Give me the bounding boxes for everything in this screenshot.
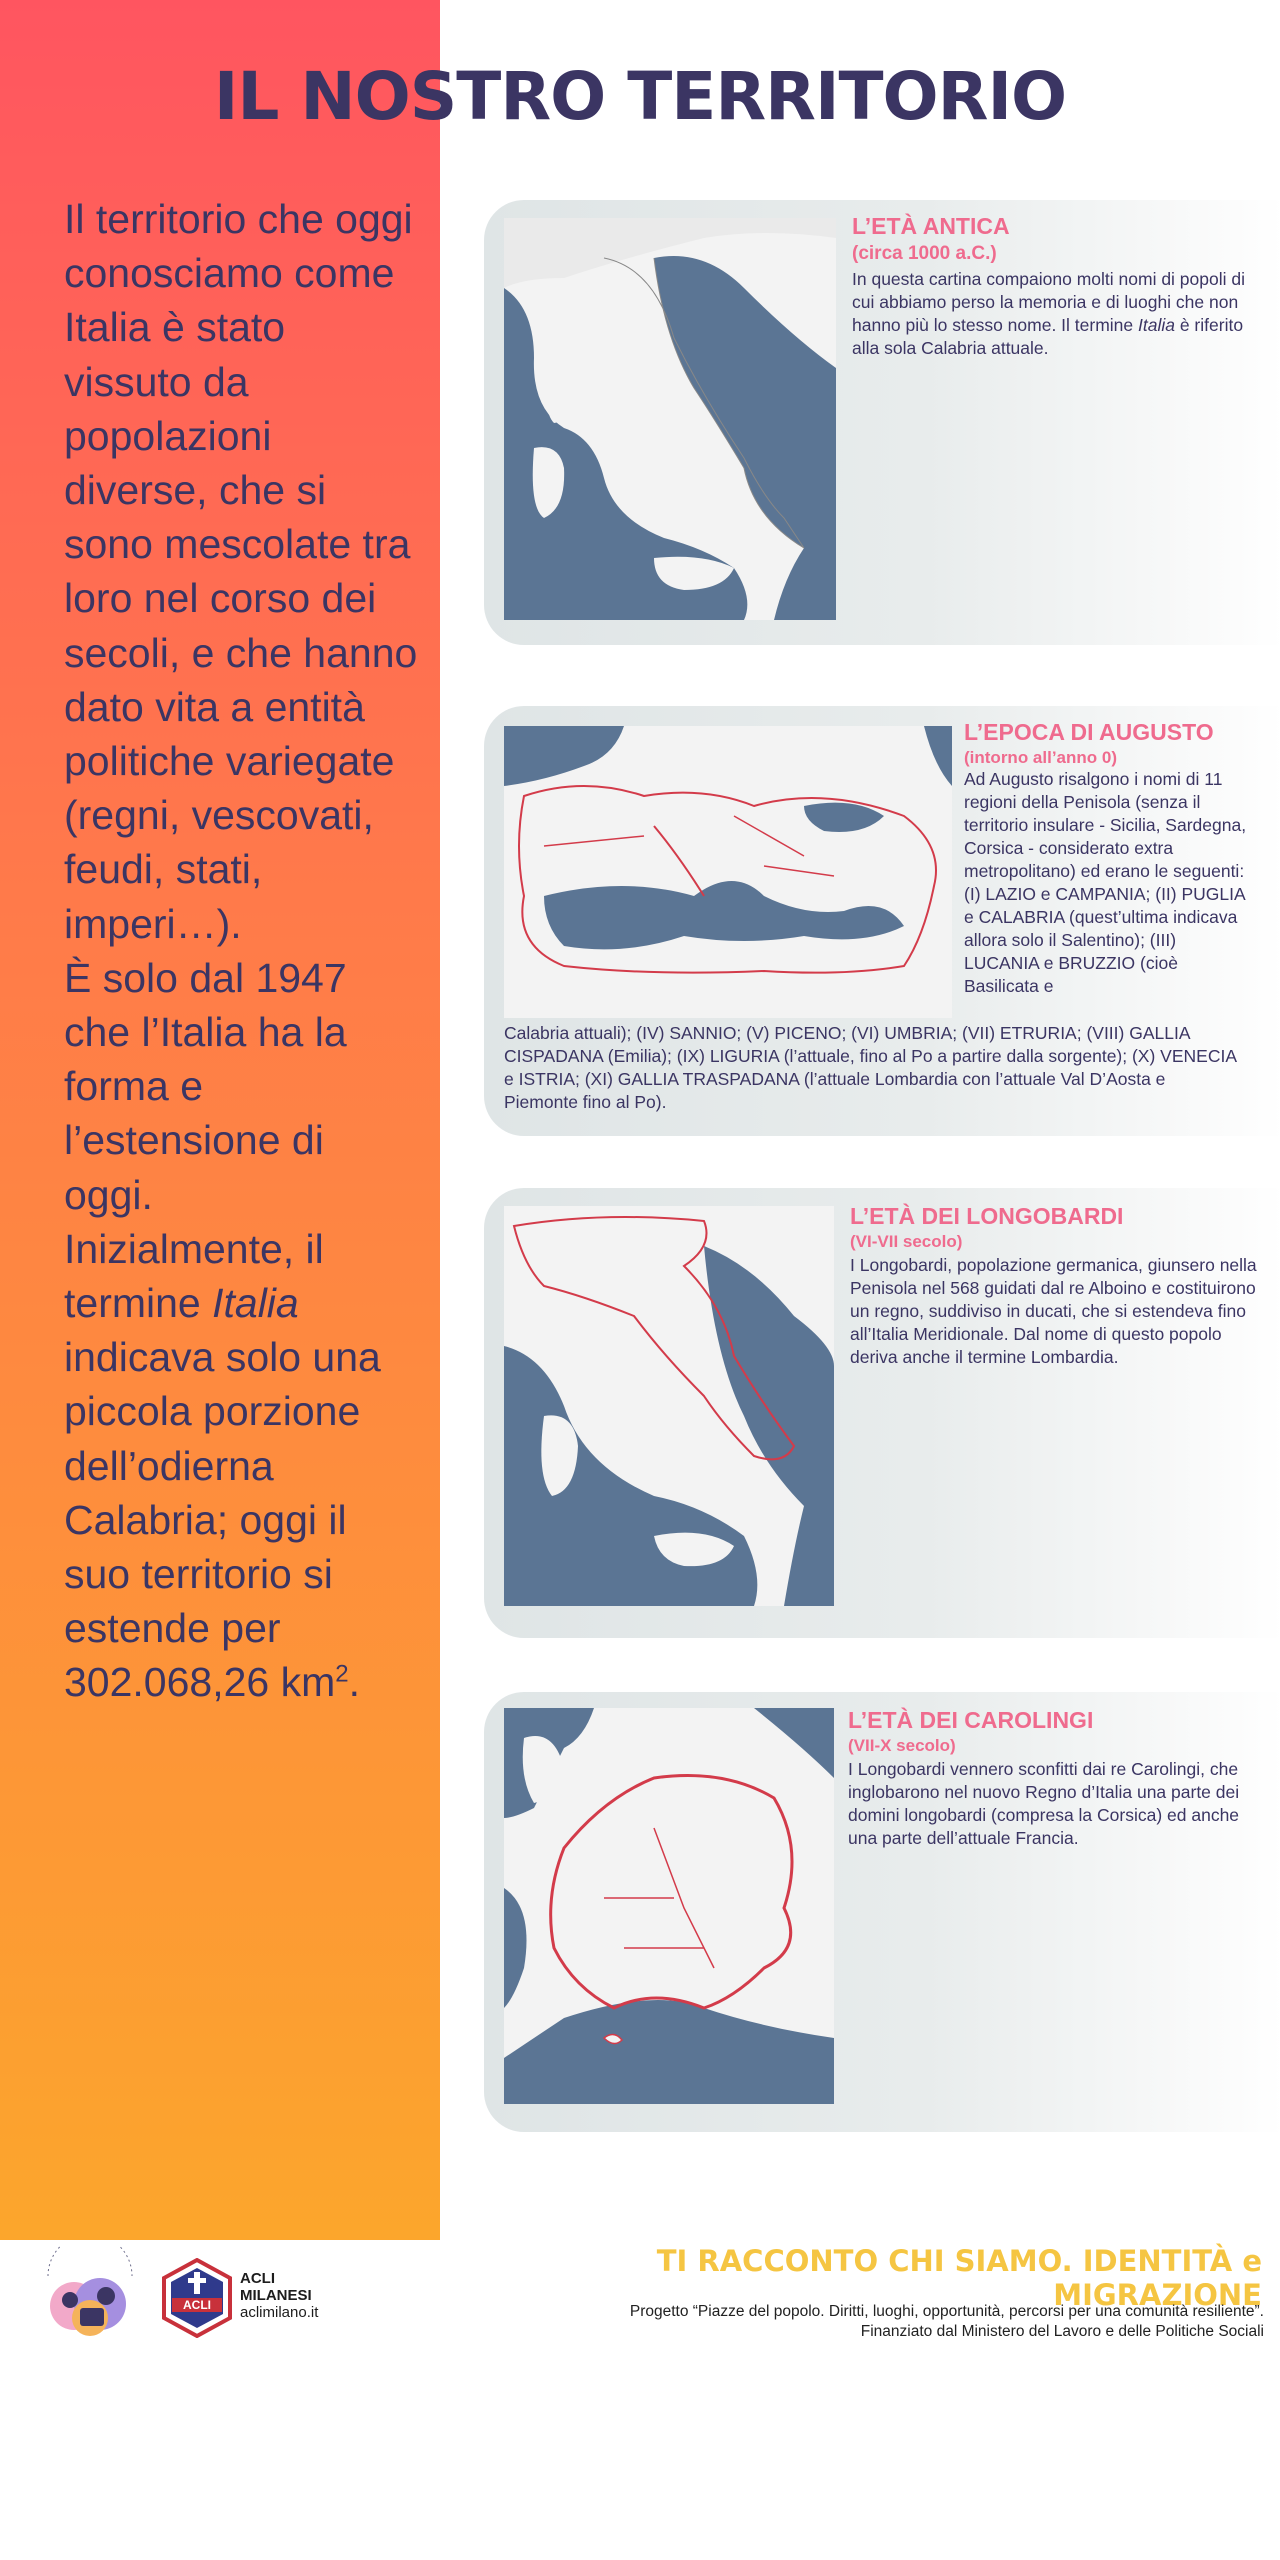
intro-paragraph-3a: Inizialmente, il termine xyxy=(64,1225,324,1327)
acli-logo xyxy=(160,2258,234,2338)
section-subtitle: (intorno all’anno 0) xyxy=(964,748,1117,767)
intro-paragraph-2: È solo dal 1947 che l’Italia ha la forma e l’estensione di oggi. xyxy=(64,954,347,1218)
intro-superscript: 2 xyxy=(335,1660,349,1688)
footer-credit xyxy=(520,2302,1264,2342)
section-subtitle: (VII-X secolo) xyxy=(848,1736,956,1755)
section-text xyxy=(852,268,1262,360)
acli-badge-text: ACLI xyxy=(183,2298,211,2312)
section-title: L’ETÀ DEI LONGOBARDI xyxy=(850,1203,1124,1229)
panel-eta-carolingi xyxy=(484,1692,1280,2132)
map-eta-longobardi xyxy=(504,1206,834,1606)
intro-paragraph-1: Il territorio che oggi conosciamo come Italia è stato vissuto da popolazioni diverse, che si sono mescolate tra loro nel corso dei secoli, e che hanno dato vita a entità politiche variegate (regni, vescovati, feudi, stati, imperi…). xyxy=(64,196,418,947)
intro-italia-italic: Italia xyxy=(212,1280,299,1327)
intro-paragraph-3b: indicava solo una piccola porzione dell’odierna Calabria; oggi il suo territorio si estende per 302.068,26 km xyxy=(64,1334,381,1706)
section-text-a: In questa cartina compaiono molti nomi di popoli di cui abbiamo perso la memoria e di luoghi che non hanno più lo stesso nome. Il termine xyxy=(852,269,1245,335)
project-logo xyxy=(40,2246,140,2342)
footer-title: TI RACCONTO CHI SIAMO. IDENTITÀ e MIGRAZIONE xyxy=(656,2244,1262,2312)
section-subtitle: (VI-VII secolo) xyxy=(850,1232,963,1251)
section-text-b: è riferito alla sola Calabria attuale. xyxy=(852,315,1244,358)
section-text-continued: Calabria attuali); (IV) SANNIO; (V) PICENO; (VI) UMBRIA; (VII) ETRURIA; (VIII) GALLIA CISPADANA (Emilia); (IX) LIGURIA (l’attuale, fino al Po a partire dalla sorgente); (X) VENECIA e ISTRIA; (XI) GALLIA TRASPADANA (l’attuale Lombardia con l’attuale Val D’Aosta e Piemonte fino al Po). xyxy=(504,1023,1237,1112)
section-text: I Longobardi vennero sconfitti dai re Carolingi, che inglobarono nel nuovo Regno d’Italia una parte dei domini longobardi (compresa la Corsica) ed anche una parte dell’attuale Francia. xyxy=(848,1759,1240,1848)
panel-epoca-augusto xyxy=(484,706,1280,1136)
page-title: IL NOSTRO TERRITORIO xyxy=(213,58,1067,135)
credit-line-1: Progetto “Piazze del popolo. Diritti, luoghi, opportunità, percorsi per una comunità resiliente”. xyxy=(629,2303,1264,2320)
acli-text xyxy=(240,2270,318,2321)
panel-eta-antica xyxy=(484,200,1280,645)
map-eta-carolingi xyxy=(504,1708,834,2104)
section-subtitle: (circa 1000 a.C.) xyxy=(852,243,997,264)
section-title: L’ETÀ DEI CAROLINGI xyxy=(848,1707,1094,1733)
map-eta-antica xyxy=(504,218,836,620)
panel-eta-longobardi xyxy=(484,1188,1280,1638)
section-italic: Italia xyxy=(1138,315,1175,335)
acli-site: aclimilano.it xyxy=(240,2304,319,2321)
intro-text xyxy=(64,192,424,1710)
section-title: L’EPOCA DI AUGUSTO xyxy=(964,719,1214,745)
section-title: L’ETÀ ANTICA xyxy=(852,213,1010,239)
map-epoca-augusto xyxy=(504,726,952,1018)
acli-city: MILANESI xyxy=(240,2287,312,2304)
section-text: Ad Augusto risalgono i nomi di 11 regioni della Penisola (senza il territorio insulare - Sicilia, Sardegna, Corsica - considerato extra metropolitano) ed erano le seguenti: (I) LAZIO e CAMPANIA; (II) PUGLIA e CALABRIA (quest’ultima indicava allora solo il Salentino); (III) LUCANIA e BRUZZIO (cioè Basilicata e xyxy=(964,769,1247,996)
intro-end: . xyxy=(348,1659,361,1706)
section-text: I Longobardi, popolazione germanica, giunsero nella Penisola nel 568 guidati dal re Alboino e costituirono un regno, suddiviso in ducati, che si estendeva fino all’Italia Meridionale. Dal nome di questo popolo deriva anche il termine Lombardia. xyxy=(850,1255,1257,1367)
acli-name: ACLI xyxy=(240,2270,275,2287)
credit-line-2: Finanziato dal Ministero del Lavoro e delle Politiche Sociali xyxy=(860,2323,1264,2340)
